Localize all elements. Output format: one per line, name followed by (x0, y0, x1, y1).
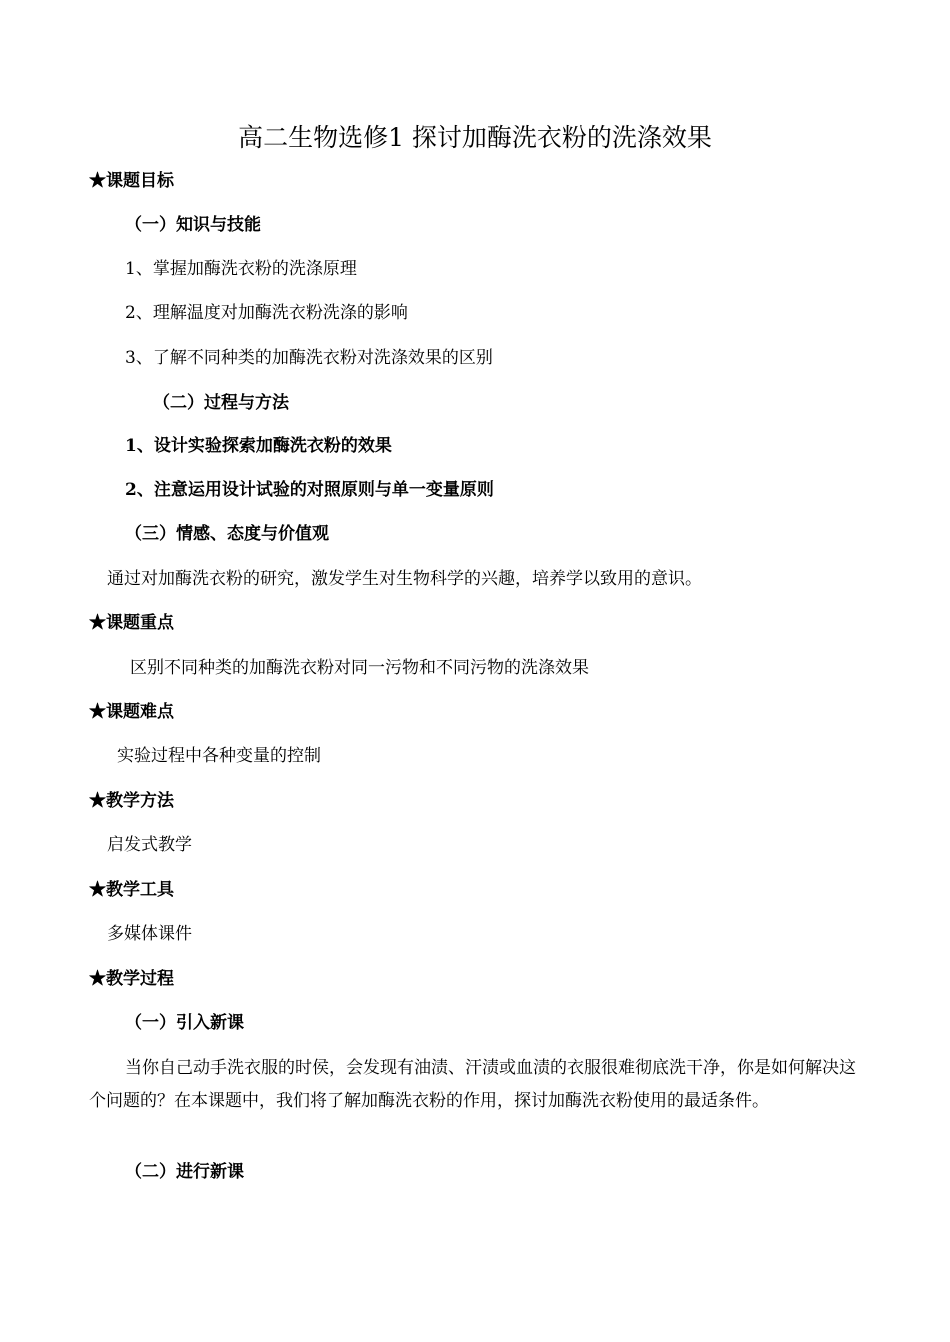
process-heading: （二）过程与方法 (153, 393, 289, 413)
intro-heading: （一）引入新课 (125, 1013, 244, 1033)
knowledge-item: 1、掌握加酶洗衣粉的洗涤原理 (125, 259, 357, 279)
new-lesson-heading: （二）进行新课 (125, 1162, 244, 1182)
difficulty-heading: ★课题难点 (89, 702, 174, 722)
intro-paragraph: 当你自己动手洗衣服的时侯，会发现有油渍、汗渍或血渍的衣服很难彻底洗干净，你是如何解决这个问题的？在本课题中，我们将了解加酶洗衣粉的作用，探讨加酶洗衣粉使用的最适条件。 (89, 1058, 856, 1111)
attitude-heading: （三）情感、态度与价值观 (125, 524, 329, 544)
method-heading: ★教学方法 (89, 791, 174, 811)
tools-heading: ★教学工具 (89, 880, 174, 900)
process-item: 2、注意运用设计试验的对照原则与单一变量原则 (125, 480, 494, 500)
key-point-text: 区别不同种类的加酶洗衣粉对同一污物和不同污物的洗涤效果 (130, 658, 589, 678)
knowledge-item: 2、理解温度对加酶洗衣粉洗涤的影响 (125, 303, 408, 323)
process-item: 1、设计实验探索加酶洗衣粉的效果 (125, 436, 392, 456)
key-point-heading: ★课题重点 (89, 613, 174, 633)
tools-text: 多媒体课件 (107, 924, 192, 944)
knowledge-item: 3、了解不同种类的加酶洗衣粉对洗涤效果的区别 (125, 348, 493, 368)
knowledge-heading: （一）知识与技能 (125, 215, 261, 235)
procedure-heading: ★教学过程 (89, 969, 174, 989)
method-text: 启发式教学 (107, 835, 192, 855)
document-title: 高二生物选修1 探讨加酶洗衣粉的洗涤效果 (238, 123, 712, 152)
difficulty-text: 实验过程中各种变量的控制 (117, 746, 321, 766)
attitude-text: 通过对加酶洗衣粉的研究，激发学生对生物科学的兴趣，培养学以致用的意识。 (107, 569, 702, 589)
objectives-heading: ★课题目标 (89, 171, 174, 191)
